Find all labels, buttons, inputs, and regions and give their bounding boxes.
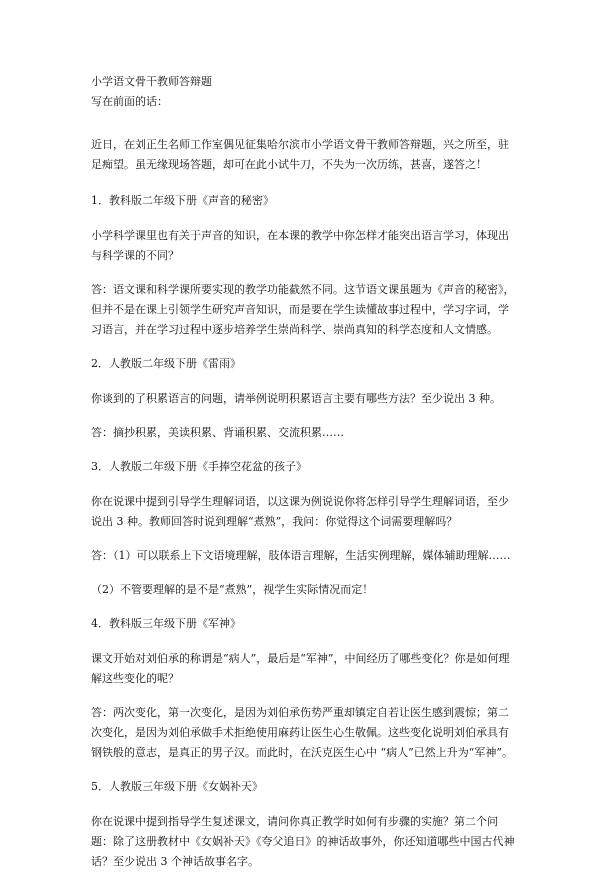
section-heading: 4．教科版三年级下册《军神》 — [91, 617, 241, 630]
question-paragraph: 小学科学课里也有关于声音的知识，在本课的教学中你怎样才能突出语言学习，体现出与科学课的不同？ — [91, 229, 509, 262]
section-2 — [91, 354, 516, 443]
section-heading: 3．人教版二年级下册《手捧空花盆的孩子》 — [91, 460, 307, 473]
section-5 — [91, 777, 516, 872]
section-1 — [91, 191, 516, 340]
answer-paragraph: 答：摘抄积累，美读积累、背诵积累、交流积累…… — [91, 426, 344, 439]
document-title: 小学语文骨干教师答辩题 — [91, 75, 212, 88]
answer-paragraph: 答：语文课和科学课所要实现的教学功能截然不同。这节语文课虽题为《声音的秘密》，但并不是在课上引领学生研究声音知识，而是要在学生读懂故事过程中，学习字词，学习语言，并在学习过程中逐步培养学生崇尚科学、崇尚真知的科学态度和人文情感。 — [91, 283, 515, 336]
section-heading: 2．人教版二年级下册《雷雨》 — [91, 357, 241, 370]
section-heading: 1．教科版二年级下册《声音的秘密》 — [91, 194, 274, 207]
answer-paragraph: 答：两次变化，第一次变化，是因为刘伯承伤势严重却镇定自若让医生感到震惊；第二次变化，是因为刘伯承做手术拒绝使用麻药让医生心生敬佩。这些变化说明刘伯承具有钢铁般的意志，是真正的男子汉。而此时，在沃克医生心中 “病人”已然上升为“军神”。 — [91, 706, 513, 759]
section-heading: 5．人教版三年级下册《女娲补天》 — [91, 780, 263, 793]
document-body — [91, 72, 516, 884]
answer-paragraph: 答：（1）可以联系上下文语境理解，肢体语言理解，生活实例理解，媒体辅助理解…… — [91, 549, 511, 562]
section-4 — [91, 614, 516, 763]
answer-paragraph: （2）不管要理解的是不是“煮熟”，视学生实际情况而定！ — [91, 583, 374, 596]
question-paragraph: 你在说课中提到指导学生复述课文，请问你真正教学时如何有步骤的实施？第二个问题：除了这册教材中《女娲补天》《夸父追日》的神话故事外，你还知道哪些中国古代神话？至少说出 3 个神话故事名字。 — [91, 815, 515, 868]
intro-paragraph: 近日，在刘正生名师工作室偶见征集哈尔滨市小学语文骨干教师答辩题，兴之所至，驻足痴望。虽无缘现场答题，却可在此小试牛刀，不失为一次历练，甚喜，遂答之！ — [91, 138, 509, 171]
question-paragraph: 课文开始对刘伯承的称谓是“病人”，最后是“军神”，中间经历了哪些变化？你是如何理解这些变化的呢？ — [91, 652, 510, 685]
intro-label: 写在前面的话： — [91, 95, 168, 108]
question-paragraph: 你在说课中提到引导学生理解词语，以这课为例说说你将怎样引导学生理解词语，至少说出 3 种。教师回答时说到理解“煮熟”，我问：你觉得这个词需要理解吗？ — [91, 495, 509, 528]
question-paragraph: 你谈到的了积累语言的问题，请举例说明积累语言主要有哪些方法？至少说出 3 种。 — [91, 392, 501, 405]
section-3 — [91, 457, 516, 600]
